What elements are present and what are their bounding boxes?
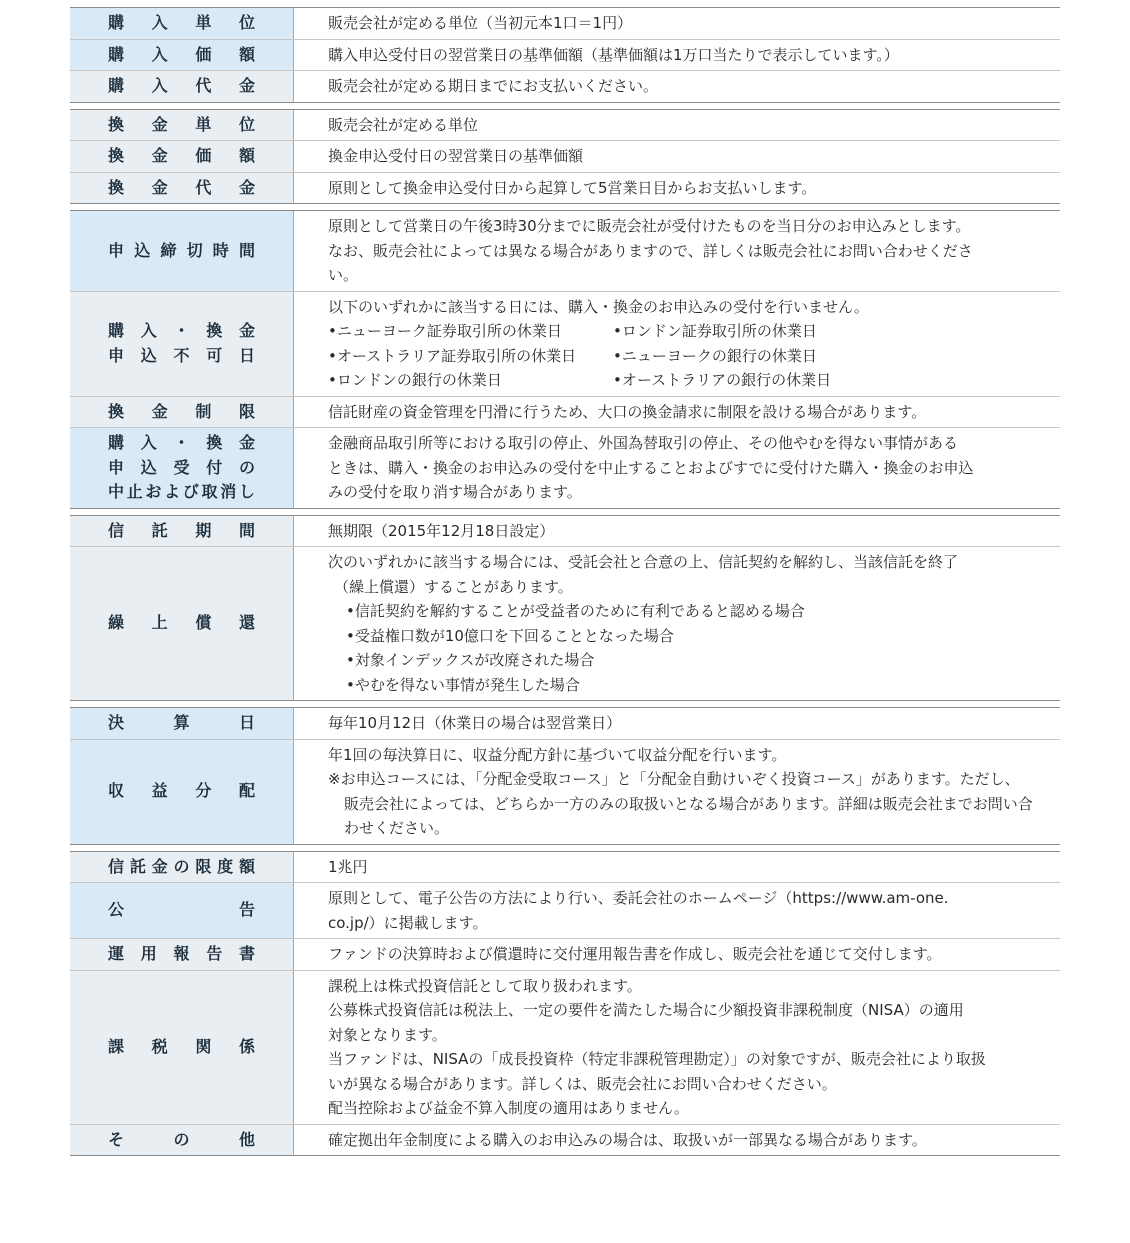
label-char: の <box>173 1129 190 1149</box>
row-value <box>294 883 1060 938</box>
value-line: みの受付を取り消す場合があります。 <box>328 483 582 501</box>
bullet-item: •やむを得ない事情が発生した場合 <box>346 675 580 694</box>
holiday-item: •オーストラリアの銀行の休業日 <box>613 371 832 389</box>
label-char: 換 <box>108 146 125 165</box>
label-char: 入 <box>140 321 157 340</box>
label-char: 入 <box>151 76 168 95</box>
label-char: 換 <box>206 321 223 340</box>
label-char: 申 <box>108 345 125 365</box>
value-line: co.jp/）に掲載します。 <box>328 913 488 932</box>
notice-row <box>70 882 1060 938</box>
label-char: 繰 <box>108 613 125 633</box>
row-label <box>70 397 294 428</box>
trust-term-group <box>70 515 1060 702</box>
label-char: 告 <box>206 944 223 963</box>
redemption-unit-row <box>70 110 1060 141</box>
row-label <box>70 852 294 883</box>
label-char: 運 <box>108 944 125 963</box>
label-char: 制 <box>195 401 212 421</box>
label-line <box>108 480 255 505</box>
label-char: 購 <box>108 13 125 32</box>
label-char: 金 <box>238 76 255 95</box>
row-label <box>70 141 294 172</box>
bullet-item: •信託契約を解約することが受益者のために有利であると認める場合 <box>346 602 805 620</box>
value-line: 販売会社が定める単位（当初元本1口＝1円） <box>328 14 633 32</box>
label-char: 益 <box>151 781 168 801</box>
holiday-item: •ロンドン証券取引所の休業日 <box>613 322 817 340</box>
label-char: 限 <box>238 401 255 421</box>
label-char: 収 <box>108 781 125 801</box>
value-line: （繰上償還）することがあります。 <box>334 577 573 596</box>
holiday-pair <box>328 344 1034 369</box>
label-char: 金 <box>151 114 168 134</box>
label-char: 購 <box>108 433 125 452</box>
redemption-group <box>70 109 1060 205</box>
row-value <box>294 516 1060 547</box>
value-line: 信託財産の資金管理を円滑に行うため、大口の換金請求に制限を設ける場合があります。 <box>328 402 927 421</box>
note-text: ※お申込コースには、「分配金受取コース」と「分配金自動けいぞく投資コース」があります。ただし、販売会社によっては、どちらか一方のみの取扱いとなる場合があります。詳細は販売会社までお問い合わせください。 <box>328 770 1033 837</box>
row-value <box>294 110 1060 141</box>
purchase-group <box>70 7 1060 103</box>
row-value <box>294 397 1060 428</box>
label-line <box>108 74 255 99</box>
label-char: そ <box>108 1129 125 1149</box>
label-char: 換 <box>108 114 125 134</box>
label-line <box>108 144 255 169</box>
distribution-row <box>70 739 1060 844</box>
label-char: 換 <box>108 177 125 197</box>
value-line: 次のいずれかに該当する場合には、受託会社と合意の上、信託契約を解約し、当該信託を終了 <box>328 553 959 571</box>
label-char: 単 <box>195 13 212 32</box>
label-char: 止 <box>126 482 143 501</box>
value-line: 販売会社が定める単位 <box>328 115 479 134</box>
label-char: 時 <box>212 240 229 260</box>
value-line: 金融商品取引所等における取引の停止、外国為替取引の停止、その他やむを得ない事情がある <box>328 434 959 452</box>
label-char: 換 <box>108 401 125 421</box>
label-line <box>108 1128 255 1153</box>
label-char: 上 <box>151 613 168 633</box>
row-label <box>70 211 294 291</box>
label-char: 単 <box>195 114 212 134</box>
purchase-payment-row <box>70 70 1060 102</box>
row-label <box>70 939 294 970</box>
value-line: い。 <box>328 266 359 284</box>
label-char: の <box>173 856 190 876</box>
label-char: 金 <box>151 177 168 197</box>
label-char: 入 <box>151 44 168 64</box>
row-value <box>294 211 1060 291</box>
row-label <box>70 740 294 844</box>
label-char: 間 <box>238 520 255 540</box>
label-char: 金 <box>151 146 168 165</box>
label-char: ・ <box>173 433 190 452</box>
row-label <box>70 1125 294 1156</box>
label-char: 受 <box>173 457 190 477</box>
label-char: 消 <box>220 482 237 501</box>
misc-group <box>70 851 1060 1157</box>
label-char: 償 <box>195 613 212 633</box>
label-char: 位 <box>238 114 255 134</box>
row-label <box>70 71 294 102</box>
label-line <box>108 43 255 68</box>
label-char: び <box>182 482 199 501</box>
value-line: 年1回の毎決算日に、収益分配方針に基づいて収益分配を行います。 <box>328 745 787 764</box>
report-row <box>70 938 1060 970</box>
row-value <box>294 708 1060 739</box>
other-row <box>70 1124 1060 1156</box>
label-char: 購 <box>108 76 125 95</box>
value-line: 確定拠出年金制度による購入のお申込みの場合は、取扱いが一部異なる場合があります。 <box>328 1130 927 1149</box>
bullet-item: •対象インデックスが改廃された場合 <box>346 651 595 669</box>
row-label <box>70 8 294 39</box>
label-char: 信 <box>108 520 125 540</box>
label-char: 代 <box>195 177 212 197</box>
row-label <box>70 516 294 547</box>
row-label <box>70 110 294 141</box>
row-value <box>294 8 1060 39</box>
row-value <box>294 141 1060 172</box>
label-line <box>108 898 255 923</box>
redemption-price-row <box>70 140 1060 172</box>
label-char: 取 <box>201 482 218 501</box>
label-char: 度 <box>217 856 234 876</box>
label-char: 価 <box>195 44 212 64</box>
application-group <box>70 210 1060 509</box>
value-line: 公募株式投資信託は税法上、一定の要件を満たした場合に少額投資非課税制度（NISA）の適用 <box>328 1001 964 1019</box>
row-label <box>70 883 294 938</box>
value-line: 対象となります。 <box>328 1025 447 1044</box>
row-value <box>294 173 1060 204</box>
label-line <box>108 319 255 344</box>
label-char: 申 <box>108 240 125 260</box>
label-char: 換 <box>206 433 223 452</box>
label-char: 決 <box>108 713 125 732</box>
label-char: 代 <box>195 76 212 95</box>
label-char: 額 <box>238 44 255 64</box>
label-char: 算 <box>173 713 190 732</box>
label-char: 公 <box>108 900 125 920</box>
holiday-pair <box>328 319 1034 344</box>
tax-row <box>70 970 1060 1124</box>
value-line: 販売会社が定める期日までにお支払いください。 <box>328 77 659 95</box>
row-value <box>294 740 1060 844</box>
label-char: 入 <box>140 433 157 452</box>
value-line: 以下のいずれかに該当する日には、購入・換金のお申込みの受付を行いません。 <box>328 297 869 316</box>
label-char: 込 <box>140 457 157 477</box>
settlement-group <box>70 707 1060 845</box>
fund-terms-table <box>70 7 1060 1162</box>
row-value <box>294 428 1060 508</box>
row-value <box>294 1125 1060 1156</box>
row-label <box>70 40 294 71</box>
value-line: 課税上は株式投資信託として取り扱われます。 <box>328 976 642 995</box>
label-char: 書 <box>238 944 255 963</box>
label-char: 込 <box>140 345 157 365</box>
label-char: 金 <box>151 856 168 876</box>
label-line <box>108 344 255 369</box>
value-line: 無期限（2015年12月18日設定） <box>328 521 555 540</box>
value-line: 配当控除および益金不算入制度の適用はありません。 <box>328 1099 689 1117</box>
value-line: なお、販売会社によっては異なる場合がありますので、詳しくは販売会社にお問い合わせくださ <box>328 241 973 260</box>
label-char: 不 <box>173 345 190 365</box>
label-char: 還 <box>238 613 255 633</box>
label-line <box>108 113 255 138</box>
suspension-row <box>70 427 1060 508</box>
label-char: 込 <box>134 240 151 260</box>
row-label <box>70 971 294 1124</box>
label-line <box>108 456 255 481</box>
row-label <box>70 173 294 204</box>
label-line <box>108 611 255 636</box>
row-value <box>294 852 1060 883</box>
holiday-pair <box>328 368 1034 393</box>
label-line <box>108 431 255 456</box>
label-char: 付 <box>206 457 223 477</box>
label-char: 日 <box>238 345 255 365</box>
label-line <box>108 400 255 425</box>
label-char: 間 <box>238 240 255 260</box>
label-line <box>108 779 255 804</box>
label-char: 配 <box>238 781 255 801</box>
label-char: 価 <box>195 146 212 165</box>
holiday-item: •ニューヨーク証券取引所の休業日 <box>328 322 562 340</box>
label-char: 額 <box>238 856 255 876</box>
label-line <box>108 176 255 201</box>
label-char: 金 <box>151 401 168 421</box>
label-char: 託 <box>129 856 146 876</box>
label-char: の <box>238 457 255 477</box>
holiday-item: •ニューヨークの銀行の休業日 <box>613 346 817 365</box>
early-redemption-row <box>70 546 1060 700</box>
label-char: 入 <box>151 13 168 32</box>
row-label <box>70 708 294 739</box>
label-char: 可 <box>206 345 223 365</box>
label-char: 額 <box>238 146 255 165</box>
purchase-price-row <box>70 39 1060 71</box>
holiday-item: •オーストラリア証券取引所の休業日 <box>328 346 577 365</box>
row-label <box>70 547 294 700</box>
label-line <box>108 855 255 880</box>
value-line: ときは、購入・換金のお申込みの受付を中止することおよびすでに受付けた購入・換金のお申込 <box>328 458 974 477</box>
label-char: 係 <box>238 1036 255 1056</box>
label-line <box>108 519 255 544</box>
label-char: お <box>145 482 162 501</box>
label-char: 信 <box>108 856 125 876</box>
label-char: 他 <box>238 1129 255 1149</box>
row-label <box>70 428 294 508</box>
value-line: 毎年10月12日（休業日の場合は翌営業日） <box>328 714 622 732</box>
label-char: 切 <box>186 240 203 260</box>
label-line <box>108 239 255 264</box>
label-char: 託 <box>151 520 168 540</box>
value-line: 購入申込受付日の翌営業日の基準価額（基準価額は1万口当たりで表示しています。） <box>328 45 899 64</box>
value-line: 原則として換金申込受付日から起算して5営業日目からお支払いします。 <box>328 178 817 197</box>
bullet-item: •受益権口数が10億口を下回ることとなった場合 <box>346 626 674 645</box>
value-line: 換金申込受付日の翌営業日の基準価額 <box>328 147 584 165</box>
label-char: ・ <box>173 321 190 340</box>
label-line <box>108 11 255 36</box>
value-line: ファンドの決算時および償還時に交付運用報告書を作成し、販売会社を通じて交付します。 <box>328 945 942 963</box>
label-char: 税 <box>151 1036 168 1056</box>
value-line: 原則として、電子公告の方法により行い、委託会社のホームページ（https://www.am-one. <box>328 889 949 907</box>
closed-days-row <box>70 291 1060 396</box>
label-line <box>108 711 255 736</box>
trust-period-row <box>70 516 1060 547</box>
label-char: 関 <box>195 1036 212 1056</box>
label-char: 金 <box>238 433 255 452</box>
label-char: 限 <box>195 856 212 876</box>
label-char: 購 <box>108 321 125 340</box>
label-char: 締 <box>160 240 177 260</box>
holiday-item: •ロンドンの銀行の休業日 <box>328 371 502 389</box>
deadline-row <box>70 211 1060 291</box>
value-line: いが異なる場合があります。詳しくは、販売会社にお問い合わせください。 <box>328 1074 837 1093</box>
label-char: 用 <box>140 944 157 963</box>
row-value <box>294 40 1060 71</box>
row-label <box>70 292 294 396</box>
label-char: 金 <box>238 321 255 340</box>
label-char: 申 <box>108 457 125 477</box>
label-char: 位 <box>238 13 255 32</box>
row-value <box>294 71 1060 102</box>
redemption-payment-row <box>70 172 1060 204</box>
label-char: 日 <box>238 713 255 732</box>
value-line: 原則として営業日の午後3時30分までに販売会社が受付けたものを当日分のお申込みとします。 <box>328 217 971 235</box>
purchase-unit-row <box>70 8 1060 39</box>
label-char: し <box>238 482 255 501</box>
label-char: 分 <box>195 781 212 801</box>
label-char: 中 <box>108 482 125 501</box>
label-line <box>108 942 255 967</box>
row-value <box>294 547 1060 700</box>
label-char: 報 <box>173 944 190 963</box>
settlement-date-row <box>70 708 1060 739</box>
row-value <box>294 292 1060 396</box>
label-char: 告 <box>238 900 255 920</box>
label-char: 購 <box>108 44 125 64</box>
label-char: 課 <box>108 1036 125 1056</box>
value-line: 当ファンドは、NISAの「成長投資枠（特定非課税管理勘定）」の対象ですが、販売会社により取扱 <box>328 1050 986 1068</box>
value-line: 1兆円 <box>328 857 368 876</box>
redemption-limit-row <box>70 396 1060 428</box>
label-line <box>108 1035 255 1060</box>
label-char: 期 <box>195 520 212 540</box>
row-value <box>294 971 1060 1124</box>
limit-row <box>70 852 1060 883</box>
row-value <box>294 939 1060 970</box>
label-char: 金 <box>238 177 255 197</box>
label-char: よ <box>164 482 181 501</box>
